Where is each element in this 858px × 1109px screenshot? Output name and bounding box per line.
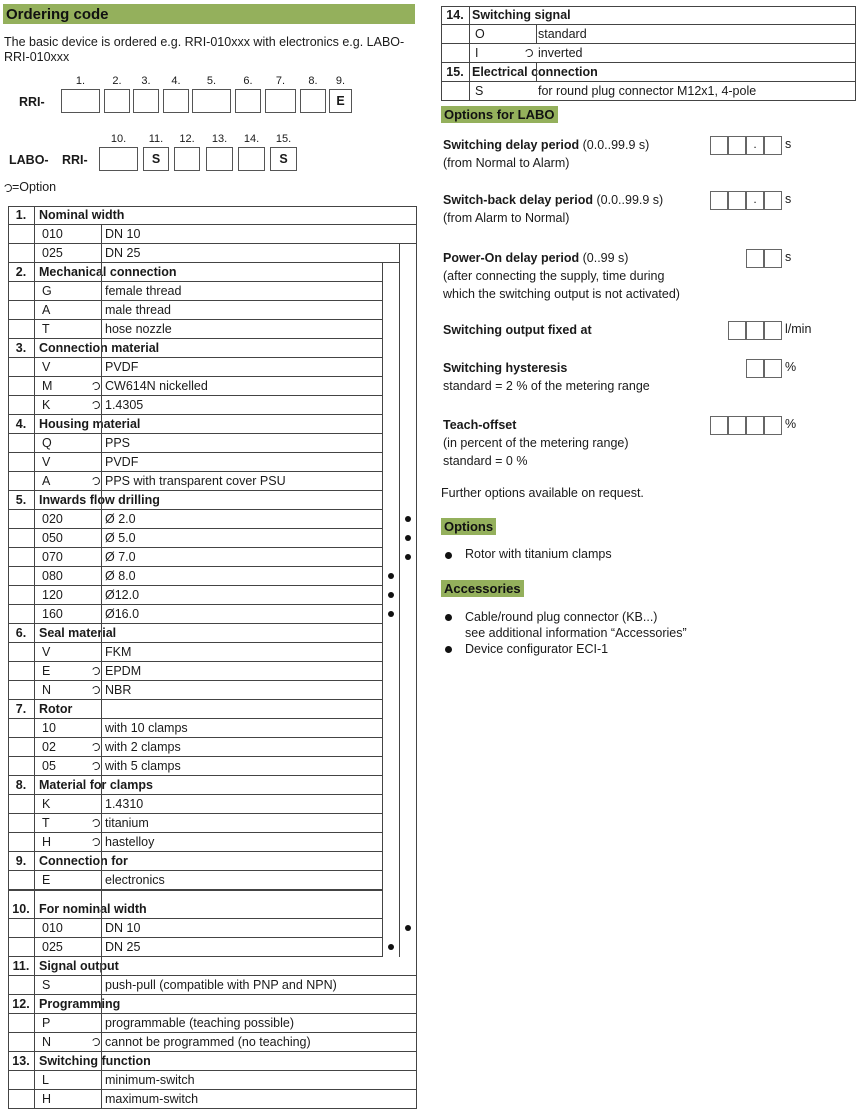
code-box[interactable] <box>265 89 296 113</box>
section-title: Inwards flow drilling <box>39 493 160 507</box>
table-row <box>8 396 382 415</box>
option-description: PPS <box>105 436 131 450</box>
table-code-divider <box>101 225 102 1109</box>
labo-option-unit: s <box>785 192 792 206</box>
option-code: 10 <box>42 721 56 735</box>
section-title: Switching function <box>39 1054 151 1068</box>
table-section-header <box>8 263 382 282</box>
code-box[interactable] <box>235 89 261 113</box>
option-description: DN 10 <box>105 227 141 241</box>
option-description: Ø 2.0 <box>105 512 136 526</box>
option-description: standard <box>538 27 587 41</box>
labo-option-unit: % <box>785 417 797 431</box>
option-code: A <box>42 303 51 317</box>
optional-marker-icon <box>91 761 101 771</box>
option-description: EPDM <box>105 664 142 678</box>
section-number: 9. <box>15 854 27 868</box>
table-row <box>8 244 399 263</box>
table-section-header <box>8 852 382 871</box>
option-description: electronics <box>105 873 165 887</box>
option-description: CW614N nickelled <box>105 379 208 393</box>
table-top-border <box>441 6 855 7</box>
option-code: 120 <box>42 588 63 602</box>
option-description: with 5 clamps <box>105 759 181 773</box>
section-title: Housing material <box>39 417 141 431</box>
table-left-border <box>441 6 442 101</box>
labo-option-label: Teach-offset <box>443 418 517 432</box>
gap-line <box>8 890 382 891</box>
labo-option-input-cell[interactable] <box>746 359 764 378</box>
option-description: minimum-switch <box>105 1073 195 1087</box>
table-right-border <box>382 263 383 957</box>
code-position-number: 10. <box>110 133 127 145</box>
labo-option-label-line <box>443 416 629 434</box>
code-position-number: 12. <box>179 133 195 145</box>
table-row <box>8 548 382 567</box>
table-section-header <box>8 415 382 434</box>
option-code: Q <box>42 436 52 450</box>
table-right-border <box>855 6 856 101</box>
options-list-item: Rotor with titanium clamps <box>465 547 612 561</box>
optional-marker-icon <box>91 1037 101 1047</box>
labo-option-input-cell[interactable] <box>764 249 782 268</box>
section-heading-ordering-code: Ordering code <box>3 4 415 24</box>
table-row <box>441 25 855 44</box>
option-description: Ø 8.0 <box>105 569 136 583</box>
option-code: N <box>42 683 52 697</box>
code-position-number: 9. <box>335 75 346 87</box>
table-row <box>8 833 382 852</box>
table-row <box>8 1071 416 1090</box>
labo-option-item <box>443 191 663 227</box>
table-row <box>8 938 382 957</box>
code-position-number: 6. <box>243 75 253 87</box>
option-description: DN 25 <box>105 940 141 954</box>
labo-rri-prefix-label: RRI- <box>62 153 88 167</box>
optional-marker-icon <box>91 742 101 752</box>
option-code: 020 <box>42 512 63 526</box>
section-title: Programming <box>39 997 121 1011</box>
labo-option-note: (after connecting the supply, time during <box>443 269 665 283</box>
table-row <box>8 1033 416 1052</box>
labo-option-unit: l/min <box>785 322 812 336</box>
labo-option-item <box>443 321 592 339</box>
code-box[interactable] <box>163 89 189 113</box>
table-row <box>8 586 382 605</box>
section-title: Electrical connection <box>472 65 598 79</box>
table-section-header <box>441 6 855 25</box>
code-position-number: 8. <box>308 75 318 87</box>
option-code: G <box>42 284 52 298</box>
option-code: 025 <box>42 940 63 954</box>
table-row <box>8 976 416 995</box>
labo-option-input-cell[interactable]: . <box>746 191 764 210</box>
section-number: 8. <box>15 778 27 792</box>
optional-marker-icon <box>91 476 101 486</box>
labo-option-unit: % <box>785 360 797 374</box>
table-row <box>441 82 855 101</box>
section-number: 4. <box>15 417 27 431</box>
option-description: PVDF <box>105 360 139 374</box>
code-box[interactable]: S <box>143 147 169 171</box>
table-row <box>8 1090 416 1109</box>
table-section-header <box>8 339 382 358</box>
option-code: 050 <box>42 531 63 545</box>
code-box[interactable] <box>174 147 200 171</box>
option-code: V <box>42 645 51 659</box>
labo-option-input-cell[interactable] <box>728 191 746 210</box>
table-section-header <box>8 957 416 976</box>
option-code: M <box>42 379 53 393</box>
table-row <box>8 643 382 662</box>
option-code: 05 <box>42 759 56 773</box>
table-row <box>441 44 855 63</box>
code-position-number: 15. <box>275 133 292 145</box>
option-description: inverted <box>538 46 583 60</box>
option-code: E <box>42 664 51 678</box>
table-section-header <box>8 900 382 919</box>
labo-option-unit: s <box>785 137 792 151</box>
dn10-compat-dot <box>405 925 411 931</box>
table-row <box>8 871 382 890</box>
table-section-header <box>8 700 382 719</box>
section-number: 10. <box>12 902 30 916</box>
table-row <box>8 529 382 548</box>
optional-marker-icon <box>91 818 101 828</box>
labo-option-input-cell[interactable] <box>746 416 764 435</box>
code-box[interactable] <box>104 89 130 113</box>
table-row <box>8 320 382 339</box>
optional-marker-icon <box>91 685 101 695</box>
section-number: 2. <box>15 265 27 279</box>
dn25-column-line <box>399 244 400 957</box>
accessories-list-item: see additional information “Accessories” <box>465 626 687 640</box>
section-number: 5. <box>15 493 27 507</box>
dn10-compat-dot <box>405 554 411 560</box>
labo-option-input-cell[interactable] <box>710 136 728 155</box>
option-code: 025 <box>42 246 63 260</box>
accessories-list-item: Device configurator ECI-1 <box>465 642 609 656</box>
dn25-compat-dot <box>388 573 394 579</box>
optional-marker-icon <box>91 666 101 676</box>
labo-option-label-line <box>443 359 650 377</box>
labo-option-input-cell[interactable] <box>764 359 782 378</box>
labo-prefix-label: LABO- <box>9 153 49 167</box>
labo-option-label-line <box>443 321 592 339</box>
optional-marker-icon <box>524 48 534 58</box>
labo-option-label-line <box>443 136 649 154</box>
dn25-compat-dot <box>388 944 394 950</box>
labo-option-label: Switching delay period <box>443 138 580 152</box>
option-description: PVDF <box>105 455 139 469</box>
labo-option-range: (0.0..99.9 s) <box>579 138 650 152</box>
labo-option-input-cell[interactable] <box>710 416 728 435</box>
code-position-number: 13. <box>211 133 228 145</box>
option-code: 080 <box>42 569 63 583</box>
section-number: 13. <box>12 1054 30 1068</box>
section-number: 15. <box>446 65 464 79</box>
table-row <box>8 719 382 738</box>
option-description: maximum-switch <box>105 1092 199 1106</box>
code-position-number: 2. <box>112 75 122 87</box>
option-description: Ø 7.0 <box>105 550 136 564</box>
dn10-compat-dot <box>405 535 411 541</box>
table-row <box>8 472 382 491</box>
labo-option-range: (0..99 s) <box>579 251 629 265</box>
table-section-header <box>8 206 416 225</box>
option-code: V <box>42 455 51 469</box>
option-description: Ø 5.0 <box>105 531 136 545</box>
labo-option-note: which the switching output is not activated) <box>443 287 680 301</box>
option-description: Ø16.0 <box>105 607 140 621</box>
table-section-header <box>8 491 382 510</box>
labo-option-unit: s <box>785 250 792 264</box>
labo-option-input-cell[interactable] <box>728 416 746 435</box>
section-title: Signal output <box>39 959 119 973</box>
table-row <box>8 814 382 833</box>
table-row <box>8 605 382 624</box>
labo-option-note: standard = 0 % <box>443 454 528 468</box>
bullet-icon <box>445 614 452 621</box>
code-box[interactable]: E <box>329 89 352 113</box>
intro-text: The basic device is ordered e.g. RRI-010xxx with electronics e.g. LABO-RRI-010xxx <box>4 35 405 64</box>
table-left-border <box>8 206 9 1109</box>
option-description: programmable (teaching possible) <box>105 1016 294 1030</box>
labo-option-note: (from Normal to Alarm) <box>443 156 570 170</box>
option-code: 02 <box>42 740 56 754</box>
code-box[interactable] <box>99 147 138 171</box>
labo-option-input-cell[interactable] <box>764 136 782 155</box>
option-code: 010 <box>42 921 63 935</box>
section-title: Seal material <box>39 626 117 640</box>
code-box[interactable] <box>61 89 100 113</box>
section-title: Connection for <box>39 854 128 868</box>
labo-option-input-cell[interactable] <box>728 321 746 340</box>
option-code: L <box>42 1073 49 1087</box>
table-num-divider <box>469 6 470 101</box>
table-code-divider <box>536 25 537 44</box>
option-code: N <box>42 1035 52 1049</box>
option-legend-text: =Option <box>12 180 57 194</box>
option-code: V <box>42 360 51 374</box>
table-section-header <box>8 995 416 1014</box>
table-row <box>8 510 382 529</box>
table-section-header <box>441 63 855 82</box>
dn25-compat-dot <box>388 611 394 617</box>
labo-option-item <box>443 416 629 470</box>
option-description: PPS with transparent cover PSU <box>105 474 286 488</box>
table-code-divider <box>536 63 537 82</box>
section-title: Nominal width <box>39 208 125 222</box>
code-box[interactable] <box>192 89 231 113</box>
table-num-divider <box>34 206 35 1109</box>
code-box[interactable] <box>133 89 159 113</box>
labo-option-input-cell[interactable] <box>728 136 746 155</box>
code-position-number: 7. <box>275 75 286 87</box>
labo-option-input-cell[interactable] <box>746 321 764 340</box>
option-description: for round plug connector M12x1, 4-pole <box>538 84 757 98</box>
option-code: T <box>42 816 50 830</box>
option-code: A <box>42 474 51 488</box>
labo-option-item <box>443 249 680 303</box>
section-number: 6. <box>15 626 27 640</box>
code-box[interactable]: S <box>270 147 297 171</box>
option-code: E <box>42 873 51 887</box>
labo-option-label: Power-On delay period <box>443 251 580 265</box>
table-row <box>8 795 382 814</box>
labo-option-input-cell[interactable] <box>764 191 782 210</box>
option-legend <box>4 180 56 194</box>
section-number: 11. <box>12 959 30 973</box>
labo-option-note: standard = 2 % of the metering range <box>443 379 650 393</box>
option-description: with 10 clamps <box>105 721 188 735</box>
option-description: push-pull (compatible with PNP and NPN) <box>105 978 337 992</box>
section-heading-accessories: Accessories <box>441 580 524 597</box>
table-row <box>8 282 382 301</box>
section-number: 14. <box>446 8 464 22</box>
option-description: 1.4305 <box>105 398 144 412</box>
labo-option-input-cell[interactable] <box>764 416 782 435</box>
option-code: T <box>42 322 50 336</box>
optional-marker-icon <box>91 837 101 847</box>
labo-option-label: Switching hysteresis <box>443 361 568 375</box>
option-code: K <box>42 797 51 811</box>
table-row <box>8 662 382 681</box>
section-number: 7. <box>15 702 27 716</box>
labo-option-item <box>443 136 649 172</box>
table-row <box>8 757 382 776</box>
code-position-number: 14. <box>243 133 260 145</box>
code-box[interactable] <box>206 147 233 171</box>
code-position-number: 4. <box>171 75 181 87</box>
table-section-header <box>8 624 382 643</box>
section-number: 12. <box>12 997 30 1011</box>
section-title: Connection material <box>39 341 160 355</box>
option-description: NBR <box>105 683 132 697</box>
section-title: Material for clamps <box>39 778 153 792</box>
option-description: female thread <box>105 284 182 298</box>
section-title: For nominal width <box>39 902 147 916</box>
option-description: hastelloy <box>105 835 155 849</box>
option-description: 1.4310 <box>105 797 144 811</box>
dn25-compat-dot <box>388 592 394 598</box>
table-row <box>8 377 382 396</box>
section-heading-options: Options <box>441 518 496 535</box>
option-code: 010 <box>42 227 63 241</box>
code-position-number: 11. <box>148 133 164 145</box>
labo-option-note: (from Alarm to Normal) <box>443 211 570 225</box>
table-row <box>8 358 382 377</box>
further-options-note: Further options available on request. <box>441 486 644 500</box>
option-description: titanium <box>105 816 149 830</box>
table-row <box>8 1014 416 1033</box>
rri-prefix-label: RRI- <box>19 95 45 109</box>
table-row <box>8 453 382 472</box>
labo-option-item <box>443 359 650 395</box>
code-position-number: 5. <box>206 75 217 87</box>
table-row <box>8 225 416 244</box>
option-description: male thread <box>105 303 172 317</box>
table-row <box>8 681 382 700</box>
option-code: H <box>42 835 52 849</box>
section-number: 1. <box>15 208 27 222</box>
option-description: DN 25 <box>105 246 141 260</box>
labo-option-input-cell[interactable] <box>764 321 782 340</box>
option-description: Ø12.0 <box>105 588 140 602</box>
option-description: hose nozzle <box>105 322 172 336</box>
option-code: S <box>475 84 484 98</box>
section-title: Rotor <box>39 702 73 716</box>
optional-marker-icon <box>91 400 101 410</box>
option-code: K <box>42 398 51 412</box>
dn10-compat-dot <box>405 516 411 522</box>
option-description: with 2 clamps <box>105 740 181 754</box>
labo-option-note: (in percent of the metering range) <box>443 436 629 450</box>
labo-option-input-cell[interactable] <box>710 191 728 210</box>
accessories-list-item: Cable/round plug connector (KB...) <box>465 610 658 624</box>
labo-option-label-line <box>443 191 663 209</box>
bullet-icon <box>445 646 452 653</box>
labo-option-label: Switch-back delay period <box>443 193 594 207</box>
code-box[interactable] <box>238 147 265 171</box>
bullet-icon <box>445 552 452 559</box>
code-position-number: 1. <box>75 75 86 87</box>
option-code: P <box>42 1016 51 1030</box>
labo-option-range: (0.0..99.9 s) <box>593 193 664 207</box>
dn10-column-line <box>416 206 417 1109</box>
table-row <box>8 434 382 453</box>
table-section-header <box>8 1052 416 1071</box>
code-position-number: 3. <box>141 75 151 87</box>
table-row <box>8 301 382 320</box>
section-title: Mechanical connection <box>39 265 177 279</box>
labo-option-label-line <box>443 249 680 267</box>
option-description: DN 10 <box>105 921 141 935</box>
table-row <box>8 919 382 938</box>
option-description: FKM <box>105 645 132 659</box>
section-number: 3. <box>15 341 27 355</box>
labo-option-label: Switching output fixed at <box>443 323 592 337</box>
labo-option-input-cell[interactable] <box>746 249 764 268</box>
option-code: I <box>475 46 479 60</box>
labo-option-input-cell[interactable]: . <box>746 136 764 155</box>
option-code: S <box>42 978 51 992</box>
option-description: cannot be programmed (no teaching) <box>105 1035 311 1049</box>
table-row <box>8 567 382 586</box>
code-box[interactable] <box>300 89 326 113</box>
table-section-header <box>8 776 382 795</box>
section-title: Switching signal <box>472 8 571 22</box>
option-code: 070 <box>42 550 63 564</box>
option-code: 160 <box>42 607 63 621</box>
option-code: O <box>475 27 485 41</box>
optional-marker-icon <box>91 381 101 391</box>
section-heading-options-for-labo: Options for LABO <box>441 106 558 123</box>
option-code: H <box>42 1092 52 1106</box>
table-row <box>8 738 382 757</box>
table-top-border <box>8 206 416 207</box>
